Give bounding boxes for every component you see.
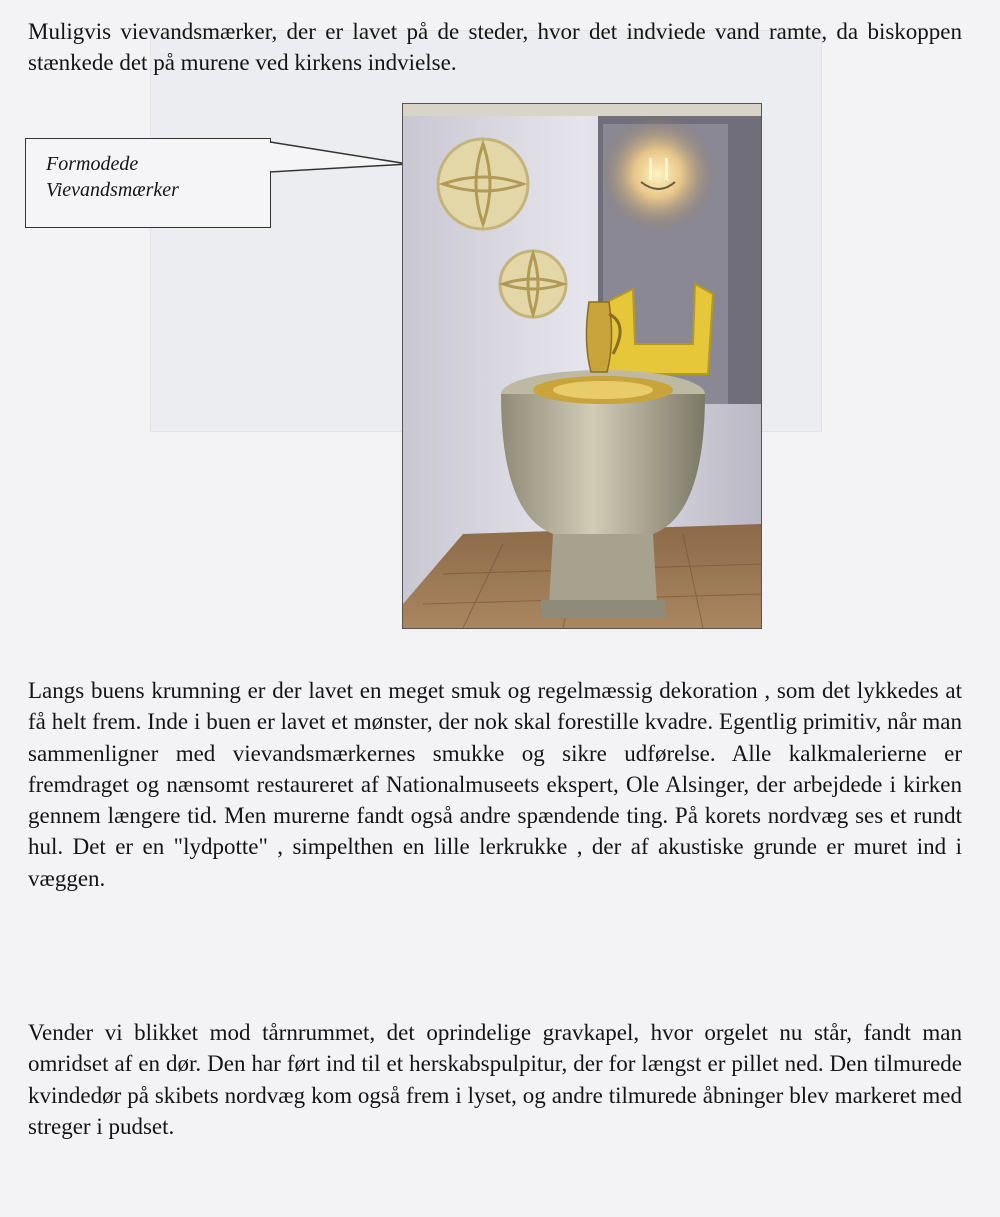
gold-jug: [586, 302, 611, 372]
callout-line-2: Vievandsmærker: [46, 179, 179, 201]
gold-bowl-inner: [553, 381, 653, 399]
font-pedestal: [549, 534, 657, 604]
consecration-mark-2: [500, 251, 566, 317]
candle-2: [665, 158, 668, 180]
callout-pointer-overlay: [0, 0, 420, 240]
closing-paragraph: Vender vi blikket mod tårnrummet, det oprindelige gravkapel, hvor orgelet nu står, fandt man omridset af en dør. Den har ført ind til et herskabspulpitur, der for længst er pillet ned. Den tilmurede kvindedør på skibets nordvæg kom også frem i lyset, og andre tilmurede åbninger blev markeret med streger i pudset.: [28, 1020, 962, 1139]
font-base: [541, 600, 665, 618]
candle-1: [649, 158, 652, 180]
ceiling-beam: [403, 104, 761, 116]
font-basin: [501, 394, 705, 534]
body-paragraph: Langs buens krumning er der lavet en meget smuk og regelmæssig dekoration , som det lykkedes at få helt frem. Inde i buen er lavet et mønster, der nok skal forestille kvadre. Egentlig primitiv, når man sammenligner med vievandsmærkernes smukke og sikre udførelse. Alle kalkmalerierne er fremdraget og nænsomt restaureret af Nationalmuseets ekspert, Ole Alsinger, der arbejdede i kirken gennem længere tid. Men murerne fandt også andre spændende ting. På korets nordvæg ses et rundt hul. Det er en "lydpotte" , simpelthen en lille lerkrukke , der af akustiske grunde er muret ind i væggen.: [28, 678, 962, 891]
callout-line-1: Formodede: [46, 153, 139, 175]
baptismal-font-photo: [402, 103, 762, 629]
consecration-mark-1: [438, 139, 528, 229]
intro-paragraph: Muligvis vievandsmærker, der er lavet på de steder, hvor det indviede vand ramte, da biskoppen stænkede det på murene ved kirkens indvielse.: [28, 19, 962, 76]
wall-lamp-glow: [598, 114, 718, 234]
